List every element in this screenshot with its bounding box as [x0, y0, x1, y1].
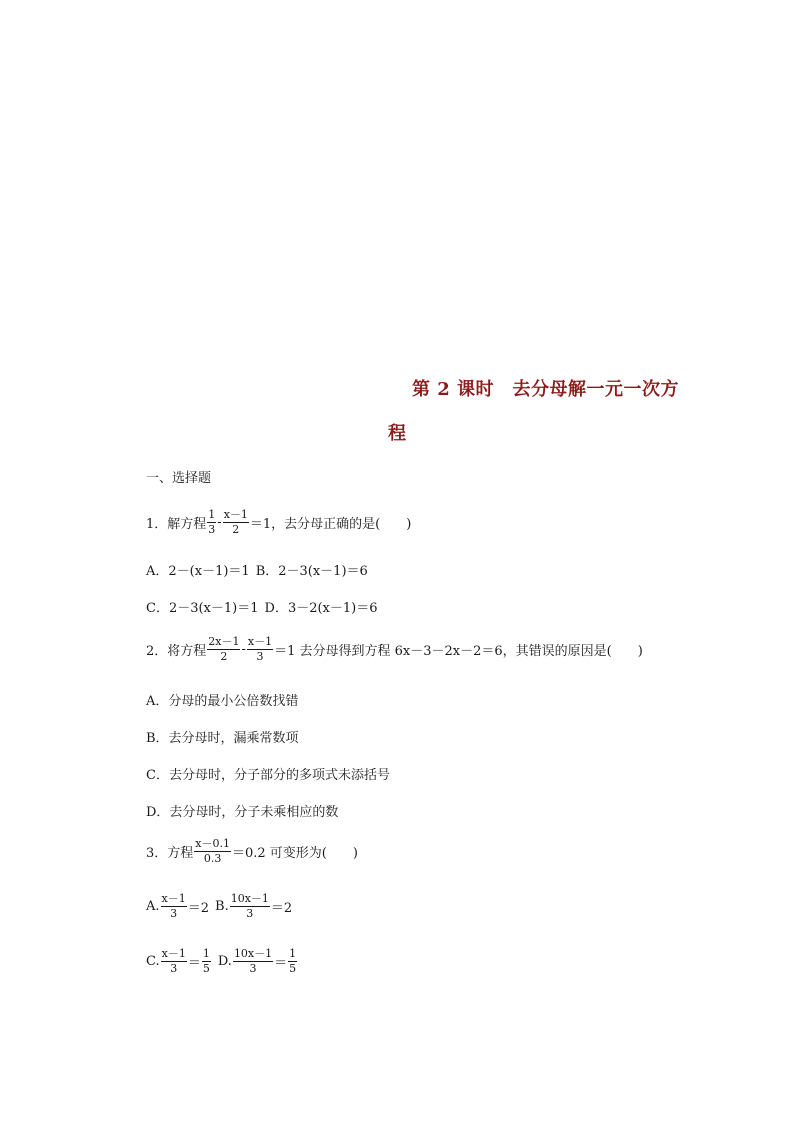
q3-option-d-label: D.: [217, 954, 232, 970]
q1-option-c: C．2－3(x－1)＝1: [146, 601, 259, 616]
q2-option-c: C．去分母时，分子部分的多项式未添括号: [146, 768, 390, 783]
q1-suffix: ＝1，去分母正确的是( ): [249, 517, 412, 533]
q3-options-row-1: [146, 893, 292, 920]
q3-option-c-fraction: $\frac{x-1}{3}$: [161, 947, 186, 976]
q1-options-row-2: [146, 597, 378, 616]
q3-suffix: ＝0.2 可变形为( ): [231, 846, 358, 862]
q2-minus: -: [241, 642, 246, 658]
q3-option-c-eq: ＝: [187, 956, 201, 972]
q1-fraction-2: $\frac{x-1}{2}$: [223, 508, 248, 537]
lesson-title-line2: 程: [388, 423, 406, 444]
q1-prefix: 1．解方程: [146, 517, 207, 533]
q3-fraction: $\frac{x-0.1}{0.3}$: [195, 837, 230, 866]
q1-option-a: A．2－(x－1)＝1: [146, 564, 250, 579]
q3-option-b-fraction: $\frac{10x-1}{3}$: [230, 892, 269, 921]
q3-option-b-label: B.: [215, 899, 229, 915]
question-2: [146, 636, 643, 663]
q3-option-d-eq: ＝: [274, 956, 288, 972]
q2-suffix: ＝1 去分母得到方程 6x－3－2x－2＝6，其错误的原因是( ): [274, 644, 643, 660]
q3-option-c-rhs-fraction: $\frac{1}{5}$: [202, 947, 210, 976]
q2-option-d: D．去分母时，分子未乘相应的数: [146, 805, 339, 820]
q3-option-a-fraction: $\frac{x-1}{3}$: [161, 892, 186, 921]
q2-option-a: A．分母的最小公倍数找错: [146, 694, 299, 709]
q1-option-b: B．2－3(x－1)＝6: [255, 564, 368, 579]
q2-option-b: B．去分母时，漏乘常数项: [146, 731, 299, 746]
q3-options-row-2: [146, 948, 298, 975]
q2-fraction-1: $\frac{2x-1}{2}$: [208, 635, 240, 664]
question-1: [146, 509, 411, 536]
q1-options-row-1: [146, 560, 368, 579]
q2-prefix: 2．将方程: [146, 644, 207, 660]
q3-option-c-label: C.: [146, 954, 160, 970]
q3-option-b-rhs: ＝2: [270, 901, 293, 917]
q3-option-a-rhs: ＝2: [187, 901, 210, 917]
question-3: [146, 838, 358, 865]
q1-fraction-1: $\frac{1}{3}$: [208, 508, 216, 537]
q1-minus: -: [217, 515, 222, 531]
lesson-title-line1: 第 2 课时 去分母解一元一次方: [412, 379, 680, 400]
section-heading: 一、选择题: [146, 471, 212, 486]
q3-option-d-rhs-fraction: $\frac{1}{5}$: [289, 947, 297, 976]
q3-option-a-label: A.: [146, 899, 160, 915]
q3-prefix: 3．方程: [146, 846, 194, 862]
q2-fraction-2: $\frac{x-1}{3}$: [247, 635, 273, 664]
q1-option-d: D．3－2(x－1)＝6: [264, 601, 378, 616]
q3-option-d-fraction: $\frac{10x-1}{3}$: [233, 947, 273, 976]
